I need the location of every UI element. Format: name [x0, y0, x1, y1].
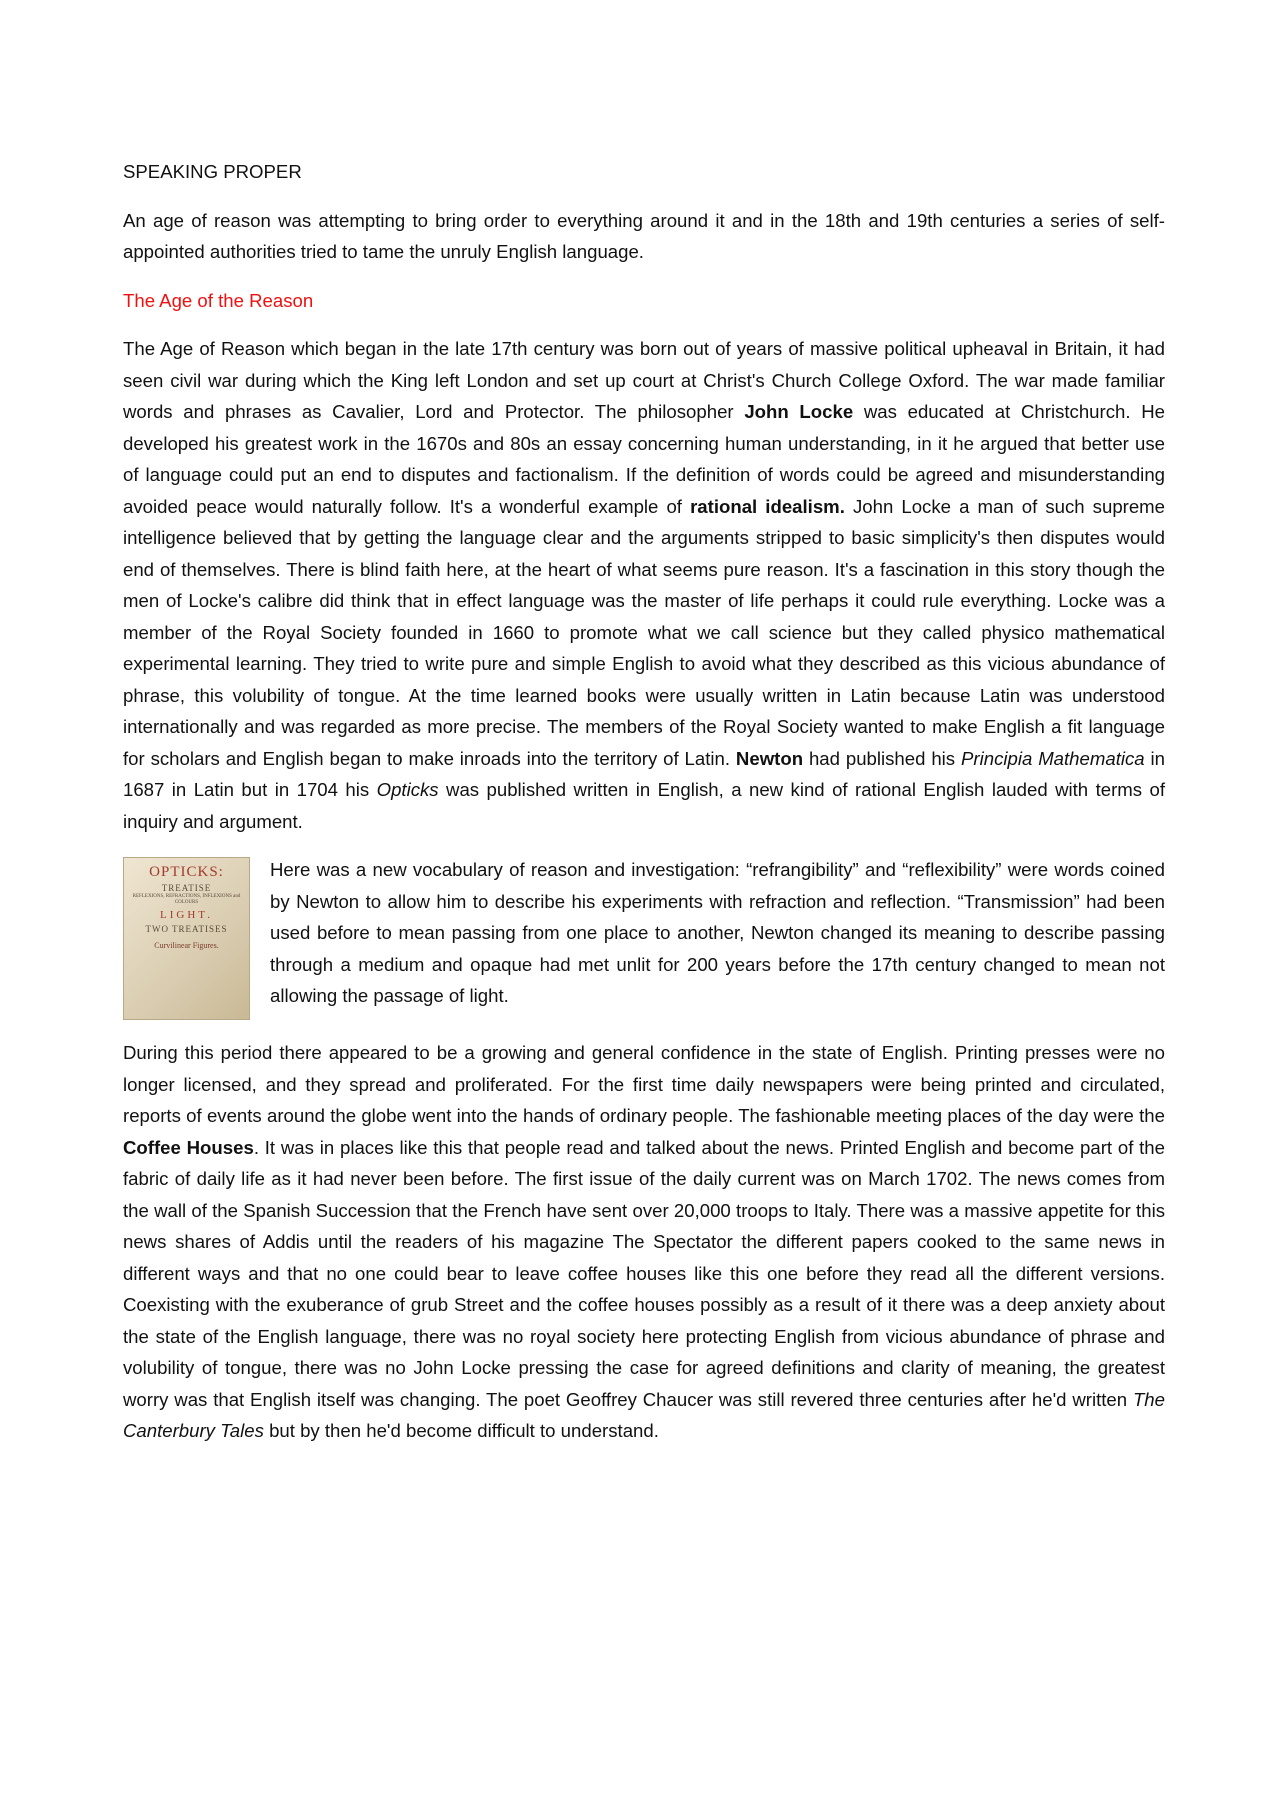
opticks-title-page-image	[123, 857, 250, 1020]
bold-john-locke: John Locke	[744, 401, 854, 422]
paragraph-age-of-reason	[123, 333, 1165, 837]
figure-line: TREATISE	[161, 883, 212, 894]
italic-opticks: Opticks	[376, 779, 439, 800]
intro-paragraph: An age of reason was attempting to bring order to everything around it and in the 18th and 19th centuries a series of self-appointed authorities tried to tame the unruly English language.	[123, 209, 1165, 262]
text-run: had published his	[803, 747, 961, 769]
text-run: in 1687 in Latin but in 1704 his	[123, 747, 1165, 800]
text-run: John Locke a man of such supreme intelligence believed that by getting the language clear and the arguments stripped to basic simplicity's then disputes would end of themselves. There is blind faith here, at the heart of what seems pure reason. It's a fascination in this story though the men of Locke's calibre did think that in effect language was the master of life perhaps it could rule everything. Locke was a member of the Royal Society founded in 1660 to promote what we call science but they called physico mathematical experimental learning. They tried to write pure and simple English to avoid what they described as this vicious abundance of phrase, this volubility of tongue. At the time learned books were usually written in Latin because Latin was understood internationally and was regarded as more precise. The members of the Royal Society wanted to make English a fit language for scholars and English began to make inroads into the territory of Latin.	[123, 495, 1166, 769]
bold-coffee-houses: Coffee Houses	[123, 1136, 254, 1158]
figure-line: TWO TREATISES	[145, 924, 228, 935]
text-run: The Age of Reason which began in the late 17th century was born out of years of massive political upheaval in Britain, it had seen civil war during which the King left London and set up court at Christ's Church College Oxford. The war made familiar words and phrases as Cavalier, Lord and Protector. The philosopher	[123, 338, 1165, 422]
paragraph-coffee-houses	[123, 1037, 1165, 1447]
paragraph-vocabulary: Here was a new vocabulary of reason and investigation: “refrangibility” and “reflexibility” were words coined by Newton to allow him to describe his experiments with refraction and reflection. “Transmission” had been used before to mean passing from one place to another, Newton changed its meaning to describe passing through a medium and opaque had met unlit for 200 years before the 17th century changed to mean not allowing the passage of light.	[270, 859, 1165, 1006]
italic-canterbury-tales: The Canterbury Tales	[123, 1388, 1165, 1441]
section-heading: The Age of the Reason	[123, 289, 314, 311]
figure-line: REFLEXIONS, REFRACTIONS, INFLEXIONS and COLOURS	[132, 893, 241, 905]
text-run: was educated at Christchurch. He developed his greatest work in the 1670s and 80s an essay concerning human understanding, in it he argued that better use of language could put an end to disputes and factionalism. If the definition of words could be agreed and misunderstanding avoided peace would naturally follow. It's a wonderful example of	[123, 401, 1165, 517]
text-run: During this period there appeared to be a growing and general confidence in the state of English. Printing presses were no longer licensed, and they spread and proliferated. For the first time daily newspapers were being printed and circulated, reports of events around the globe went into the hands of ordinary people. The fashionable meeting places of the day were the	[123, 1042, 1165, 1126]
italic-principia: Principia Mathematica	[961, 747, 1145, 769]
figure-title: OPTICKS:	[149, 864, 224, 880]
text-run: but by then he'd become difficult to understand.	[263, 1420, 659, 1441]
figure-line: LIGHT.	[160, 908, 213, 921]
bold-newton: Newton	[735, 747, 804, 769]
text-run: was published written in English, a new kind of rational English lauded with terms of inquiry and argument.	[123, 779, 1165, 832]
figure-with-text	[123, 854, 1165, 1020]
document-title: SPEAKING PROPER	[123, 161, 302, 182]
figure-line: Curvilinear Figures.	[154, 940, 219, 950]
text-run: . It was in places like this that people read and talked about the news. Printed English and become part of the fabric of daily life as it had never been before. The first issue of the daily current was on March 1702. The news comes from the wall of the Spanish Succession that the French have sent over 20,000 troops to Italy. There was a massive appetite for this news shares of Addis until the readers of his magazine The Spectator the different papers cooked to the same news in different ways and that no one could bear to leave coffee houses like this one before they read all the different versions. Coexisting with the exuberance of grub Street and the coffee houses possibly as a result of it there was a deep anxiety about the state of the English language, there was no royal society here protecting English from vicious abundance of phrase and volubility of tongue, there was no John Locke pressing the case for agreed definitions and clarity of meaning, the greatest worry was that English itself was changing. The poet Geoffrey Chaucer was still revered three centuries after he'd written	[123, 1136, 1165, 1410]
bold-rational-idealism: rational idealism.	[690, 495, 845, 517]
document-page	[123, 156, 1165, 1464]
